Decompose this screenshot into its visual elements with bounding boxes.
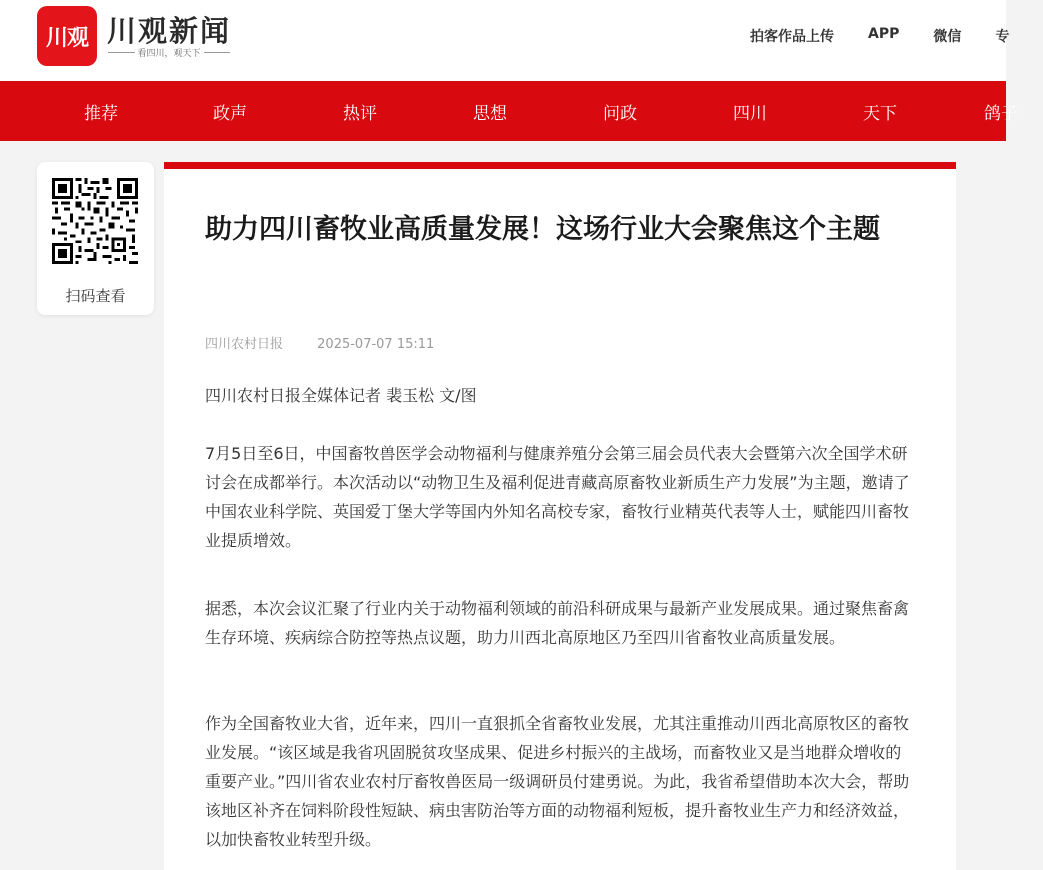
article-paragraph: 作为全国畜牧业大省，近年来，四川一直狠抓全省畜牧业发展，尤其注重推动川西北高原牧区的畜牧业发展。“该区域是我省巩固脱贫攻坚成果、促进乡村振兴的主战场，而畜牧业又是当地群众增收的重要产业。”四川省农业农村厅畜牧兽医局一级调研员付建勇说。为此，我省希望借助本次大会，帮助该地区补齐在饲料阶段性短缺、病虫害防治等方面的动物福利短板，提升畜牧业生产力和经济效益，以加快畜牧业转型升级。	[205, 714, 910, 849]
upload-link[interactable]: 拍客作品上传	[750, 29, 834, 45]
slogan-divider-right	[204, 52, 231, 53]
article-card	[164, 162, 956, 870]
article-paragraph: 据悉，本次会议汇聚了行业内关于动物福利领域的前沿科研成果与最新产业发展成果。通过聚焦畜禽生存环境、疾病综合防控等热点议题，助力川西北高原地区乃至四川省畜牧业高质量发展。	[205, 599, 910, 647]
nav-item-recommend[interactable]: 推荐	[84, 104, 118, 124]
top-links	[750, 26, 1043, 46]
main-nav	[0, 81, 1018, 141]
article-date: 2025-07-07 15:11	[317, 337, 435, 352]
logo-mark[interactable]: 川观	[37, 6, 97, 66]
nav-item-comment[interactable]: 热评	[343, 104, 377, 124]
nav-item-inquiry[interactable]: 问政	[603, 104, 637, 124]
wechat-link[interactable]: 微信	[933, 29, 962, 45]
logo-title[interactable]: 川观新闻	[107, 14, 232, 48]
nav-item-world[interactable]: 天下	[863, 104, 897, 124]
article-byline: 四川农村日报全媒体记者 裴玉松 文/图	[205, 386, 477, 405]
article-paragraph: 7月5日至6日，中国畜牧兽医学会动物福利与健康养殖分会第三届会员代表大会暨第六次全国学术研讨会在成都举行。本次活动以“动物卫生及福利促进青藏高原畜牧业新质生产力发展”为主题，邀请了中国农业科学院、英国爱丁堡大学等国内外知名高校专家，畜牧行业精英代表等人士，赋能四川畜牧业提质增效。	[205, 444, 910, 550]
slogan-divider-left	[108, 52, 135, 53]
app-link[interactable]: APP	[868, 26, 900, 42]
qr-code-icon	[52, 178, 138, 264]
nav-item-thought[interactable]: 思想	[473, 104, 507, 124]
article-source[interactable]: 四川农村日报	[205, 337, 284, 352]
site-header	[0, 0, 1010, 81]
nav-item-politics[interactable]: 政声	[213, 104, 247, 124]
nav-item-sichuan[interactable]: 四川	[733, 104, 767, 124]
more-link[interactable]: 专	[995, 29, 1010, 45]
logo-slogan	[108, 46, 230, 59]
article-meta	[205, 333, 434, 352]
article-title: 助力四川畜牧业高质量发展！这场行业大会聚焦这个主题	[205, 214, 880, 245]
qr-card	[37, 162, 154, 315]
slogan-text: 看四川，观天下	[137, 49, 201, 59]
nav-item-pigeon[interactable]: 鸽子	[984, 104, 1018, 124]
qr-label: 扫码查看	[65, 287, 126, 305]
